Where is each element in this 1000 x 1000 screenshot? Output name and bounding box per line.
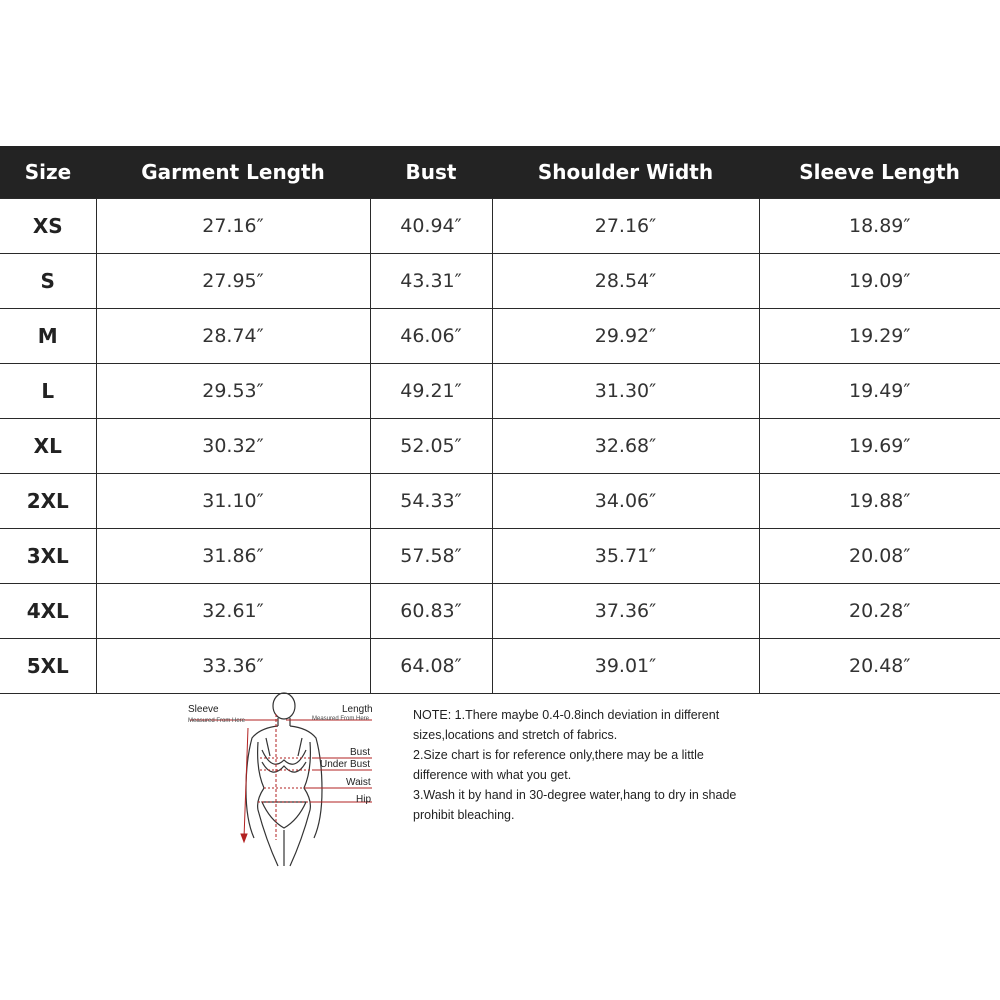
sleeve-length-cell: 20.28″	[759, 584, 1000, 639]
shoulder-width-cell: 29.92″	[492, 309, 759, 364]
shoulder-width-cell: 31.30″	[492, 364, 759, 419]
table-row	[0, 584, 1000, 639]
sleeve-length-cell: 19.49″	[759, 364, 1000, 419]
note-line: difference with what you get.	[413, 768, 572, 782]
header-size: Size	[0, 146, 96, 199]
note-line: NOTE: 1.There maybe 0.4-0.8inch deviation in different	[413, 708, 720, 722]
header-bust: Bust	[370, 146, 492, 199]
header-shoulder-width: Shoulder Width	[492, 146, 759, 199]
bust-cell: 49.21″	[370, 364, 492, 419]
size-chart-table	[0, 146, 1000, 694]
bust-cell: 46.06″	[370, 309, 492, 364]
shoulder-width-cell: 32.68″	[492, 419, 759, 474]
note-line: 2.Size chart is for reference only,there may be a little	[413, 748, 704, 762]
waist-label: Waist	[346, 777, 371, 788]
shoulder-width-cell: 28.54″	[492, 254, 759, 309]
size-cell: 2XL	[0, 474, 96, 529]
sleeve-label: Sleeve	[188, 704, 219, 715]
table-row	[0, 309, 1000, 364]
sleeve-length-cell: 18.89″	[759, 199, 1000, 254]
bust-cell: 52.05″	[370, 419, 492, 474]
length-label: Length	[342, 704, 373, 715]
sleeve-length-cell: 19.88″	[759, 474, 1000, 529]
bust-label: Bust	[350, 747, 371, 758]
bust-cell: 60.83″	[370, 584, 492, 639]
shoulder-width-cell: 34.06″	[492, 474, 759, 529]
garment-length-cell: 27.16″	[96, 199, 370, 254]
size-cell: 3XL	[0, 529, 96, 584]
length-sub-label: Measured From Here	[312, 716, 370, 722]
table-row	[0, 639, 1000, 694]
garment-length-cell: 30.32″	[96, 419, 370, 474]
sleeve-length-cell: 20.48″	[759, 639, 1000, 694]
care-notes	[413, 705, 813, 825]
note-line: prohibit bleaching.	[413, 808, 515, 822]
header-sleeve-length: Sleeve Length	[759, 146, 1000, 199]
size-cell: S	[0, 254, 96, 309]
header-garment-length: Garment Length	[96, 146, 370, 199]
hip-label: Hip	[356, 794, 372, 805]
garment-length-cell: 28.74″	[96, 309, 370, 364]
sleeve-length-cell: 19.09″	[759, 254, 1000, 309]
table-row	[0, 529, 1000, 584]
bust-cell: 64.08″	[370, 639, 492, 694]
sleeve-length-cell: 19.69″	[759, 419, 1000, 474]
under-bust-label: Under Bust	[320, 759, 371, 770]
bust-cell: 40.94″	[370, 199, 492, 254]
size-cell: L	[0, 364, 96, 419]
size-cell: 4XL	[0, 584, 96, 639]
sleeve-length-cell: 20.08″	[759, 529, 1000, 584]
garment-length-cell: 32.61″	[96, 584, 370, 639]
bust-cell: 57.58″	[370, 529, 492, 584]
garment-length-cell: 31.10″	[96, 474, 370, 529]
note-line: 3.Wash it by hand in 30-degree water,hang to dry in shade	[413, 788, 737, 802]
table-row	[0, 254, 1000, 309]
sleeve-length-cell: 19.29″	[759, 309, 1000, 364]
shoulder-width-cell: 35.71″	[492, 529, 759, 584]
garment-length-cell: 31.86″	[96, 529, 370, 584]
table-row	[0, 199, 1000, 254]
size-cell: M	[0, 309, 96, 364]
bust-cell: 54.33″	[370, 474, 492, 529]
shoulder-width-cell: 39.01″	[492, 639, 759, 694]
bust-cell: 43.31″	[370, 254, 492, 309]
garment-length-cell: 33.36″	[96, 639, 370, 694]
size-cell: XL	[0, 419, 96, 474]
shoulder-width-cell: 37.36″	[492, 584, 759, 639]
measurement-figure	[186, 690, 386, 870]
shoulder-width-cell: 27.16″	[492, 199, 759, 254]
sleeve-sub-label: Measured From Here	[188, 718, 246, 724]
table-row	[0, 419, 1000, 474]
table-header-row	[0, 146, 1000, 199]
note-line: sizes,locations and stretch of fabrics.	[413, 728, 618, 742]
size-cell: 5XL	[0, 639, 96, 694]
garment-length-cell: 29.53″	[96, 364, 370, 419]
table-row	[0, 364, 1000, 419]
size-cell: XS	[0, 199, 96, 254]
garment-length-cell: 27.95″	[96, 254, 370, 309]
table-row	[0, 474, 1000, 529]
